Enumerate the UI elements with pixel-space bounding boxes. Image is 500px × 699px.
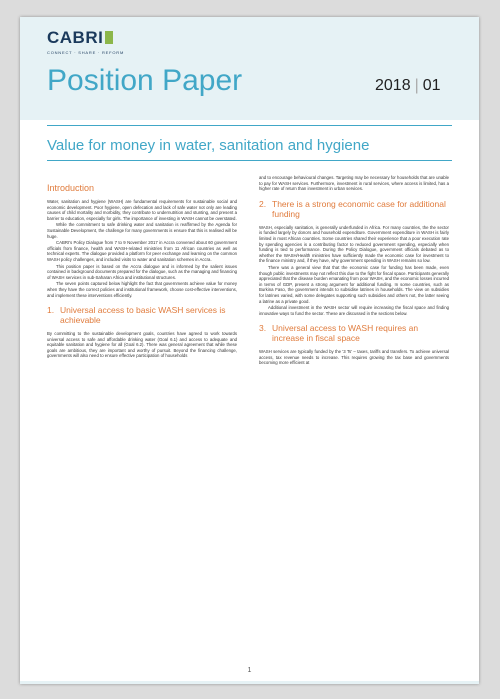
document-page [20,17,479,684]
section-3-title: Universal access to WASH requires an increase in fiscal space [272,323,419,344]
intro-paragraph-3: CABRI's Policy Dialogue from 7 to 9 November 2017 in Accra convened about 60 government officials from finance, health and WASH-related ministries from 11 African countries as well as technical experts. The dialogue provided a platform for peer exchange and learning on the common WASH policy challenges, and included visits to water and sanitation schemes in Accra. [47,240,237,262]
continued-paragraph: and to encourage behavioural changes. Targeting may be necessary for households that are unable to pay for WASH services. Furthermore, investment in rural services, where access is limited, has a higher rate of return than investment in urban services. [259,175,449,192]
section-2-paragraph-2: There was a general view that that the economic case for funding has been made, even though public investments may not reflect this due to the fight for fiscal space. Participants generally appreciated that the disease burden emanating from poor WASH, and the economic losses incurred in terms of GDP, present a strong argument for additional funding. In some countries, such as Burkina Faso, the government intends to subsidise latrines in households. The view on subsidies for latrines varied, with some delegates supporting such subsidies and others not, the latter seeing a latrine as a private good. [259,264,449,304]
intro-paragraph-1: Water, sanitation and hygiene (WASH) are fundamental requirements for sustainable social and economic development. Poor hygiene, open defecation and lack of safe water not only are leading causes of child mortality and morbidity, they contribute to undernutrition and stunting, and present a barrier to education, especially for girls. The importance of investing in WASH cannot be overstated. [47,199,237,221]
intro-paragraph-2: While the commitment to safe drinking water and sanitation is reaffirmed by the Agenda for Sustainable Development, the challenge for many governments is ensure that this is realised will be huge. [47,222,237,239]
title-rule-top [47,125,452,126]
section-2-heading [259,199,449,219]
section-2-number: 2. [259,198,267,209]
section-2-paragraph-3: Additional investment in the WASH sector will require increasing the fiscal space and finding innovative ways to fund the sector. These are discussed in the sections below. [259,305,449,316]
logo-leaf-icon [105,31,113,44]
intro-paragraph-5: The seven points captured below highlight the fact that governments achieve value for money when they have the correct policies and institutional framework, choose cost-effective interventions, and implement these interventions efficiently. [47,281,237,298]
issue-number [375,77,441,95]
issue-year: 2018 [375,77,411,94]
page-number: 1 [247,667,252,674]
logo-tagline: CONNECT · SHARE · REFORM [47,50,125,55]
issue-separator: | [414,77,419,94]
left-column [47,183,237,360]
introduction-heading: Introduction [47,183,95,193]
section-2-paragraph-1: WASH, especially sanitation, is generally underfunded in Africa. For many countries, the the sector is funded largely by donors and household expenditure. Government expenditure in WASH is fairly limited in most African countries. Some countries shared their experience that a poor execution rate by spending agencies is a contributing factor to reduced government spending, especially when funding is tied to performance. During the Policy Dialogue, government officials debated as to whether the WASH/Health ministries have sufficiently made the economic case for investment to the finance ministry and, if they have, why government spending in WASH remains so low. [259,224,449,264]
section-1-paragraph: By committing to the sustainable development goals, countries have agreed to work towards universal access to safe and affordable drinking water (Goal 6.1) and access to adequate and equitable sanitation and hygiene for all (Goal 6.2). There was general agreement that while these goals are ambitious, they are important and worthy of pursuit. Beyond the financing challenge, governments will also need to ensure effective participation of households [47,331,237,359]
cabri-logo [47,28,124,55]
section-3-heading [259,323,449,343]
issue-index: 01 [422,77,441,94]
document-type-title: Position Paper [47,64,243,97]
section-3-number: 3. [259,323,267,334]
section-3-paragraph: WASH services are typically funded by the '3 Ts' – taxes, tariffs and transfers. To achieve universal access, tax revenue needs to increase. This requires growing the tax base and governments becoming more efficient at [259,349,449,366]
right-column [259,175,449,367]
section-2-title: There is a strong economic case for additional funding [272,198,446,219]
section-1-heading [47,305,237,325]
footer-bar [20,681,479,684]
section-1-number: 1. [47,305,55,316]
logo-wordmark: CABRI [47,28,104,47]
paper-title: Value for money in water, sanitation and hygiene [47,137,370,154]
intro-paragraph-4: This position paper is based on the Accra dialogue and is informed by the salient issues contained in background documents prepared for the dialogue, such as the managing and financing of WASH services in sub-Saharan Africa and institutional structures. [47,263,237,280]
title-rule-bottom [47,160,452,161]
page-header [20,17,479,120]
section-1-title: Universal access to basic WASH services is achievable [60,305,226,326]
